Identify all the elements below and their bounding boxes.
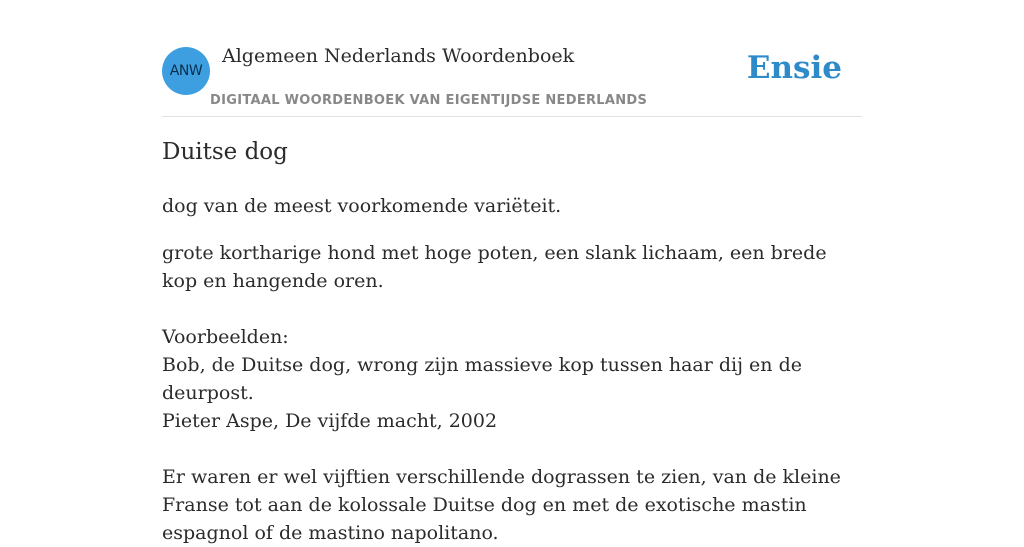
- site-title[interactable]: Algemeen Nederlands Woordenboek: [222, 45, 575, 67]
- examples-label: Voorbeelden:: [162, 326, 289, 348]
- ensie-brand-link[interactable]: Ensie: [746, 50, 842, 86]
- anw-logo[interactable]: [162, 47, 210, 95]
- definition-1: dog van de meest voorkomende variëteit.: [162, 195, 562, 217]
- site-subtitle: DIGITAAL WOORDENBOEK VAN EIGENTIJDSE NEDERLANDS: [210, 93, 648, 108]
- logo-text: ANW: [169, 63, 203, 79]
- entry-content: [162, 192, 862, 547]
- entry-term: Duitse dog: [162, 139, 288, 165]
- site-header: [162, 0, 862, 117]
- example-1-source: Pieter Aspe, De vijfde macht, 2002: [162, 410, 498, 432]
- definition-2: grote kortharige hond met hoge poten, een slank lichaam, een brede kop en hangende oren.: [162, 242, 827, 292]
- page: [162, 0, 862, 544]
- example-1-text: Bob, de Duitse dog, wrong zijn massieve kop tussen haar dij en de deurpost.: [162, 354, 802, 404]
- example-2-text: Er waren er wel vijftien verschillende dograssen te zien, van de kleine Franse tot aan de kolossale Duitse dog en met de exotische mastin espagnol of de mastino napolitano.: [162, 466, 841, 544]
